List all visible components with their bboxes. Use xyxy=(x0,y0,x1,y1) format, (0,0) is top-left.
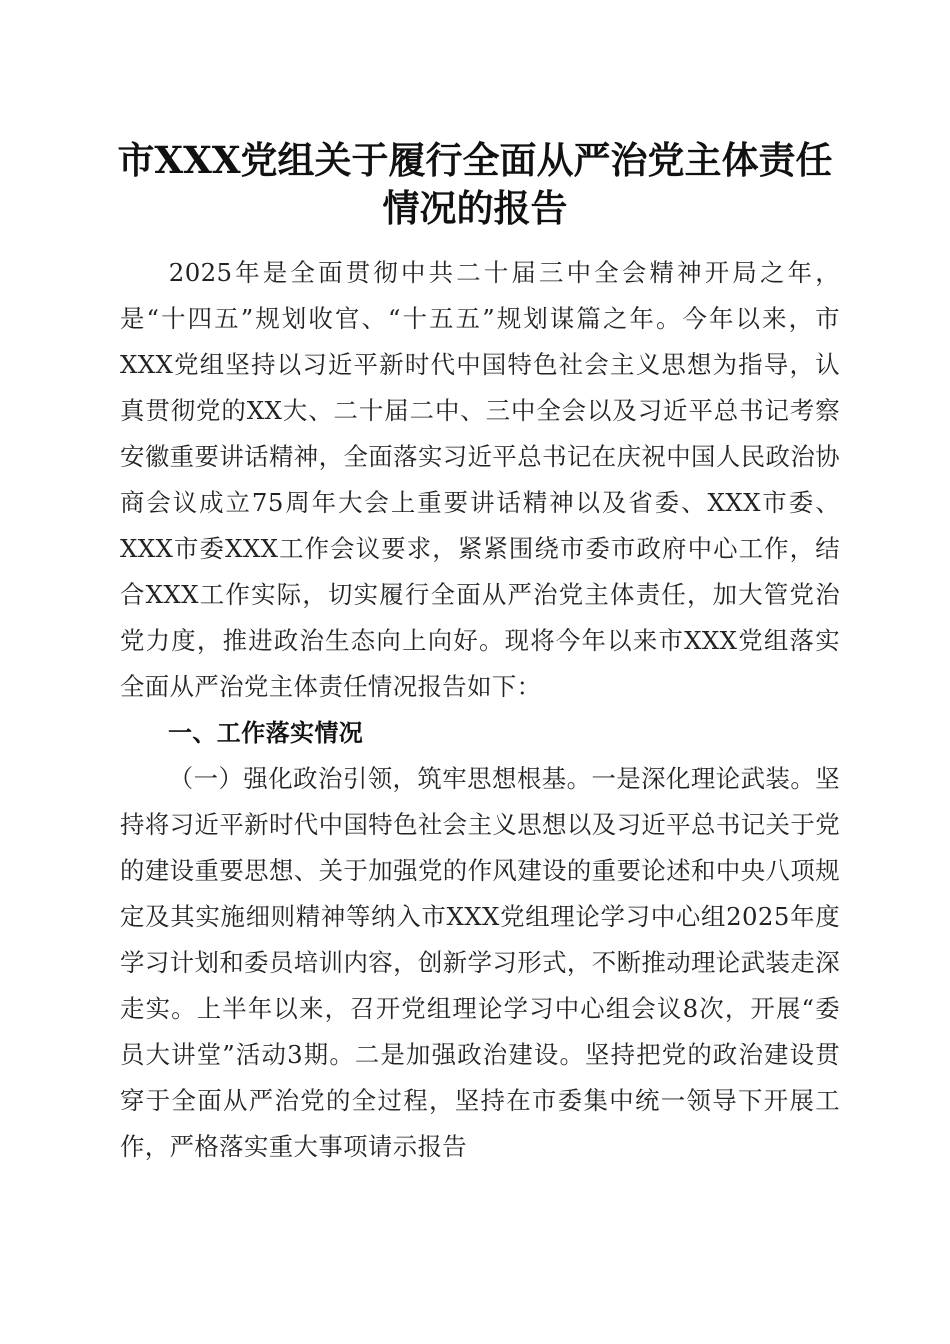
document-body xyxy=(120,250,840,1170)
document-title-line-1: 市XXX党组关于履行全面从严治党主体责任 xyxy=(117,138,833,182)
intro-paragraph: 2025年是全面贯彻中共二十届三中全会精神开局之年，是“十四五”规划收官、“十五五”规划谋篇之年。今年以来，市XXX党组坚持以习近平新时代中国特色社会主义思想为指导，认真贯彻党的XX大、二十届二中、三中全会以及习近平总书记考察安徽重要讲话精神，全面落实习近平总书记在庆祝中国人民政治协商会议成立75周年大会上重要讲话精神以及省委、XXX市委、XXX市委XXX工作会议要求，紧紧围绕市委市政府中心工作，结合XXX工作实际，切实履行全面从严治党主体责任，加大管党治党力度，推进政治生态向上向好。现将今年以来市XXX党组落实全面从严治党主体责任情况报告如下： xyxy=(120,258,840,701)
section-heading: 一、工作落实情况 xyxy=(168,719,364,747)
document-title-line-2: 情况的报告 xyxy=(382,186,568,230)
section-paragraph: （一）强化政治引领，筑牢思想根基。一是深化理论武装。坚持将习近平新时代中国特色社会主义思想以及习近平总书记关于党的建设重要思想、关于加强党的作风建设的重要论述和中央八项规定及其实施细则精神等纳入市XXX党组理论学习中心组2025年度学习计划和委员培训内容，创新学习形式，不断推动理论武装走深走实。上半年以来，召开党组理论学习中心组会议8次，开展“委员大讲堂”活动3期。二是加强政治建设。坚持把党的政治建设贯穿于全面从严治党的全过程，坚持在市委集中统一领导下开展工作，严格落实重大事项请示报告 xyxy=(120,764,840,1161)
